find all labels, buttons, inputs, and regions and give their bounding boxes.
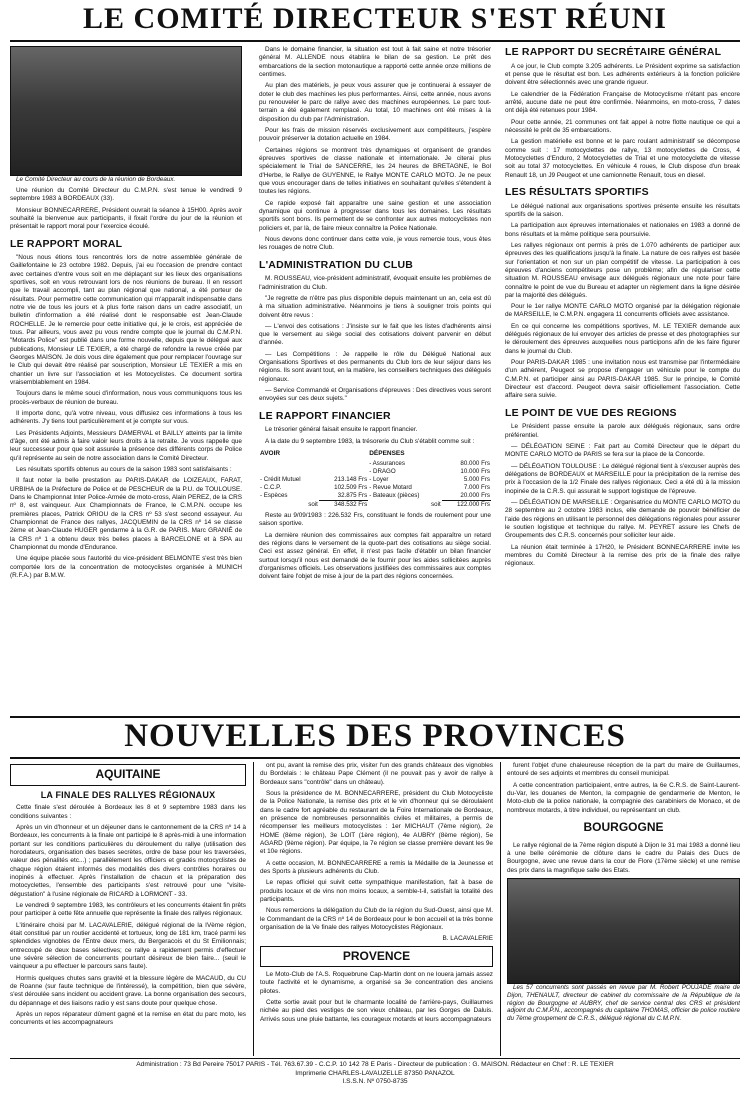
headline-bottom: NOUVELLES DES PROVINCES bbox=[124, 718, 626, 754]
paragraph: Le vendredi 9 septembre 1983, les contrôleurs et les concurrents étaient fin prêts pour participer à cette fête annuelle que représente la finale des rallyes régionaux. bbox=[10, 901, 246, 918]
meeting-photo bbox=[10, 46, 242, 176]
paragraph: La réunion était terminée à 17H20, le Président BONNECARRERE invite les membres du Comité Directeur à la remise des prix de la finale des rallye régionaux. bbox=[505, 543, 740, 568]
footer-issn-line: I.S.S.N. Nº 0750-8735 bbox=[342, 1078, 408, 1086]
sport-results-block bbox=[505, 203, 740, 401]
finance-avoir-label: - Crédit Mutuel bbox=[260, 475, 301, 483]
dijon-parade-photo bbox=[507, 878, 740, 984]
finance-depense-value: 10.000 Frs bbox=[460, 467, 490, 475]
finance-avoir-value: 213.148 Frs bbox=[334, 475, 368, 483]
region-box-bourgogne: BOURGOGNE bbox=[583, 819, 664, 834]
paragraph: Une équipe placée sous l'autorité du vice-président BELMONTE s'est très bien comportée lors de la concentration de motocyclistes organisée à MUNICH (R.F.A.) par B.M.W. bbox=[10, 555, 242, 579]
bottom-column-3 bbox=[507, 762, 740, 1056]
finance-avoir-label: - C.C.P. bbox=[260, 483, 282, 491]
financial-report-intro bbox=[259, 426, 491, 446]
paragraph: Les résultats sportifs obtenus au cours de la saison 1983 sont satisfaisants : bbox=[16, 466, 232, 474]
paragraph: Les Présidents Adjoints, Messieurs DAMERVAL et BAILLY atteints par la limite d'âge, ont été admis à faire valoir leurs droits à la retraite. Je vous rappelle que leur successeur pour que soit assurée la présence des différents corps de Police qu'il représente au sein de notre association dans le Comité Directeur. bbox=[10, 429, 242, 462]
top-column-3 bbox=[505, 46, 740, 716]
finance-soit-label: soit bbox=[431, 500, 441, 508]
finance-avoir-value: 102.509 Frs bbox=[334, 483, 368, 491]
paragraph: Reste au 9/09/1983 : 226.532 Frs, constituant le fonds de roulement pour une saison sportive. bbox=[259, 511, 491, 528]
moral-report-heading: LE RAPPORT MORAL bbox=[10, 237, 123, 250]
finance-depense-label: - Revue Motard bbox=[369, 483, 412, 491]
aquitaine-article-title: LA FINALE DES RALLYES RÉGIONAUX bbox=[40, 789, 216, 800]
paragraph: Le rallye régional de la 7ème région disputé à Dijon le 31 mai 1983 a donné lieu à une belle cérémonie de clôture dans le cadre du Palais des Ducs de Bourgogne, avec une revue dans la cour de Flore (17ème siècle) et une remise des prix dans la magnifique salle des Etats. bbox=[507, 841, 740, 874]
paragraph: Pour cette année, 21 communes ont fait appel à notre flotte nautique ce qui a nécessité le prêt de 35 embarcations. bbox=[505, 118, 740, 134]
bourgogne-article-body bbox=[507, 842, 740, 875]
finance-table bbox=[259, 449, 491, 509]
paragraph: La participation aux épreuves internationales et nationales en 1983 a donné de bons résultats et la même politique sera poursuivie. bbox=[505, 222, 740, 238]
finance-avoir-total: 348.532 Frs bbox=[319, 500, 368, 509]
paragraph: Après un repos réparateur dûment gagné et la remise en état du parc moto, les concurrents et les accompagnateurs bbox=[10, 1010, 246, 1027]
secgen-heading: LE RAPPORT DU SECRÉTAIRE GÉNÉRAL bbox=[505, 46, 722, 58]
paragraph: M. ROUSSEAU, vice-président administratif, évoquait ensuite les problèmes de l'administration du Club. bbox=[259, 275, 491, 291]
aquitaine-article-continued bbox=[260, 762, 493, 932]
paragraph: Pour le 1er rallye MONTE CARLO MOTO organisé par la délégation régionale de MARSEILLE, le C.M.P.N. engagera 11 concurrents officiels avec assistance. bbox=[505, 303, 740, 319]
paragraph: Il faut noter la belle prestation au PARIS-DAKAR de LOIZEAUX, FARAT, URBIHA de la Préfecture de Police et de PESCHEUR de la P.U. de TOULOUSE. Dans le Championnat Inter Police-Armée de moto-cross, Alain PEREZ, de la CRS nº 8, est vainqueur. Aux Championnats de France, le C.M.P.N. occupe les premières places, Patrick ORIOU de la CRS nº 53 s'est second essayeur. Au Championnat de France des rallyes, JACQUEMIN de la CRS nº 14 se classe 2ème et Jean-Claude HUGER gendarme à la G.R. de PARIS. Marc GRANIÉ de la CRS nº 1 a obtenu deux très belles places à BARCELONE et à SPA au Championnat du monde d'Endurance. bbox=[10, 477, 242, 551]
bottom-column-1 bbox=[10, 762, 246, 1056]
moral-report-block bbox=[10, 254, 242, 580]
paragraph: A cette concentration participaient, entre autres, la 6e C.R.S. de Saint-Laurent-du-Var, les douanes de Menton, la compagnie de gendarmerie de Menton, le Moto-club de la police nationale, la compagnie des carabiniers de Monaco, et de nombreux motards, à titre individuel, ou représentant un club. bbox=[507, 781, 740, 814]
top-column-2 bbox=[259, 46, 491, 716]
footer-printer-line: Imprimerie CHARLES-LAVAUZELLE 87350 PANAZOL bbox=[295, 1069, 455, 1077]
paragraph: Cette finale s'est déroulée à Bordeaux les 8 et 9 septembre 1983 dans les conditions suivantes : bbox=[10, 804, 246, 820]
paragraph: — L'envoi des cotisations : J'insiste sur le fait que les listes d'adhérents ainsi que le versement au siège social des cotisations doivent parvenir en début d'année. bbox=[259, 322, 491, 347]
secgen-block bbox=[505, 63, 740, 180]
provence-article-continued bbox=[507, 762, 740, 815]
financial-report-after bbox=[259, 512, 491, 582]
finance-avoir-header: AVOIR bbox=[260, 450, 281, 458]
paragraph: Le repas officiel qui suivit cette sympathique manifestation, fait à base de produits locaux et de vins non moins locaux, a semble-t-il, satisfait la totalité des participants. bbox=[260, 879, 493, 903]
finance-depense-label: - DRAGO bbox=[369, 467, 396, 475]
paragraph: Pour les frais de mission réservés exclusivement aux compétiteurs, j'espère pouvoir préserver la dotation actuelle en 1984. bbox=[259, 126, 491, 143]
paragraph: Le trésorier général faisait ensuite le rapport financier. bbox=[265, 426, 418, 434]
bottom-column-2 bbox=[260, 762, 493, 1056]
admin-heading: L'ADMINISTRATION DU CLUB bbox=[259, 258, 414, 271]
top-column-1 bbox=[10, 46, 242, 716]
paragraph: Les rallyes régionaux ont permis à près de 1.070 adhérents de participer aux épreuves des les qualifications jusqu'à la finale. La nature de ces rallyes est basée sur l'orientation et non sur un plan compétitif de vitesse. La participation à ces épreuves d'anciens compétiteurs pose un problème; afin de régulariser cette situation M. ROUSSEAU envisage aux délégués régionaux une note pour faire connaître le point de vue du Bureau et adapter un règlement dans la ligne désirée par la majorité des délégués. bbox=[505, 241, 740, 299]
paragraph: Ce rapide exposé fait apparaître une saine gestion et une association dynamique qui continue à progresser dans tous les domaines. Les résultats sportifs sont bons. Ils permettent de se confronter aux autres motocyclistes non policiers et, par là, de faire mieux connaître la Police Nationale. bbox=[259, 199, 491, 232]
paragraph: Cette sortie avait pour but le charmante localité de l'arrière-pays, Guillaumes nichée au pied des vestiges de son vieux château, par les Gorges de Daluis. Arrivés sous une pluie battante, les courageux motards et leurs accompagnateurs bbox=[260, 999, 493, 1023]
region-box-aquitaine: AQUITAINE bbox=[10, 764, 246, 786]
paragraph: A ce jour, le Club compte 3.205 adhérents. Le Président exprime sa satisfaction et pense que le résultat est bon. Les adhérents extérieurs à la fonction policière doivent être sélectionnés avec une grande rigueur. bbox=[505, 62, 740, 87]
paragraph: En ce qui concerne les compétitions sportives, M. LE TEXIER demande aux délégués régionaux de lui envoyer des articles de presse et des photographies sur le déroulement des épreuves auxquelles nous participons afin de les faire figurer dans le journal du Club. bbox=[505, 322, 740, 355]
paragraph: Hormis quelques chutes sans gravité et la blessure légère de MACAUD, du CU de Roanne (sur faute technique de l'intéressé), la compétition, bien que sévère, s'est déroulée sans incident ou accident grave. La bonne organisation des secours, du dépannage et des liaisons radio y est sans doute pour quelque chose. bbox=[10, 974, 246, 1007]
paragraph: Dans le domaine financier, la situation est tout à fait saine et notre trésorier général M. ALLENDE nous établira le bilan de sa gestion. Le prêt des embarcations de la section motonautique a rapporté cette année onze millions de centimes. bbox=[259, 46, 491, 78]
paragraph: Le Président passe ensuite la parole aux délégués régionaux, sans ordre préférentiel. bbox=[505, 423, 740, 439]
dijon-photo-caption: Les 57 concurrents sont passés en revue par M. Robert POUJADE maire de Dijon, THENAULT, directeur de cabinet du commissaire de la République de la région de Bourgogne et AUBRY, chef de service central des CRS et président adjoint du C.M.P.N., accompagnés du capitaine THOMAS, officier de police routière du 7ème groupement de C.R.S., délégué régional du C.M.P.N. bbox=[507, 983, 740, 1023]
regions-block bbox=[505, 423, 740, 568]
finance-depenses-total: 122.000 Frs bbox=[442, 500, 491, 509]
paragraph: L'itinéraire choisi par M. LACAVALERIE, délégué régional de la IVème région, était constitué par un routier accidenté et tortueux, long de 181 km, tracé parmi les splendides vignobles de l'Entre deux mers, du Bergeracois et du St Emilionnais; entrecoupé de deux bases sélectives; ce rallye a rapidement permis d'effectuer une sévère sélection de concurrents pourtant désireux de bien faire... (seuil le vainqueur a pu effectuer le parcours sans faute). bbox=[10, 921, 246, 971]
headline-bottom-rule bbox=[10, 757, 740, 759]
headline-top: LE COMITÉ DIRECTEUR S'EST RÉUNI bbox=[83, 2, 667, 35]
column-separator bbox=[500, 762, 501, 1056]
footer-rule bbox=[10, 1058, 740, 1059]
finance-depense-value: 20.000 Frs bbox=[460, 491, 490, 499]
paragraph: "Je regrette de n'être pas plus disponible depuis maintenant un an, cela est dû à ma situation administrative. Néanmoins je tiens à souligner trois points qui doivent être revus : bbox=[259, 294, 491, 319]
regions-heading: LE POINT DE VUE DES REGIONS bbox=[505, 406, 677, 419]
intro-block bbox=[10, 187, 242, 232]
paragraph: Toujours dans le même souci d'information, nous vous communiquons tous les procès-verbaux de réunion de bureau. bbox=[10, 390, 242, 406]
paragraph: La dernière réunion des commissaires aux comptes fait apparaître un retard des régions dans le versement de la quote-part des cotisations au siège social. Ceci est assez général. En effet, il n'est pas facile d'établir un bilan financier surtout lorsqu'il nous est demandé de le fournir pour les aides sollicitées auprès d'organismes officiels. Les observations justifiées des commissaires aux comptes doivent faire l'objet de mise à jour de la part des régions concernées. bbox=[259, 531, 491, 581]
finance-avoir-value: 32.875 Frs bbox=[337, 491, 368, 499]
finance-depense-value: 5.000 Frs bbox=[463, 475, 490, 483]
paragraph: Sous la présidence de M. BONNECARRERE, président du Club Motocycliste de la Police Nationale, la remise des prix et le vin d'honneur qui se déroulaient dans le cadre fort agréable du restaurant de la Foire Internationale de Bordeaux, en présence de nombreuses personnalités civiles et militaires, a permis de récompenser les meilleurs motocyclistes : 1er MICHAUT (7ème région), 2e HOME (8ème région), 3e LOIT (1ère région), 4e AUBRY (8ème région), 5e AGARD (9ème région). Par équipe, la 7e région se classe première devant les 9e et 10e régions. bbox=[260, 789, 493, 856]
meeting-photo-caption: Le Comité Directeur au cours de la réunion de Bordeaux. bbox=[16, 176, 176, 183]
region-box-provence: PROVENCE bbox=[260, 946, 493, 968]
paragraph: "Nous nous étions tous rencontrés lors de notre assemblée générale de Gaillefontaine le 23 octobre 1982. Depuis, j'ai eu l'occasion de prendre contact avec certaines d'entre vous soit en me déplaçant sur les lieux des organisations sportives, soit en vous retrouvant lors de nos réunions de bureau. Il en ressort que le travail accompli, tant au plan régional que national, a été porteur de résultats. Pour permettre cette communication qui m'apparaît indispensable dans notre vie de tous les jours et à plus forte raison dans un cadre associatif, un bulletin d'information a été réalisé dont le responsable est Jean-Claude ROCHELLE. Je le remercie pour cette initiative qui, je le crois, est appréciée de tous. Par ailleurs, vous avez pu vous rendre compte que le journal du C.M.P.N. "Motards Police" est publié dans une forme nouvelle, depuis que le délégué aux publications, Monsieur LE TEXIER, a été chargé de refondre la revue créée par Georges MAISON. Je dois vous dire également que pour remplacer l'ouvrage sur le Club qui devait être réalisé par souscription, Monsieur LE TEXIER a mis en chantier un livre sur l'association et les Motocyclistes. Ce document sortira vraisemblablement en 1984. bbox=[10, 254, 242, 387]
finance-depense-label: - Assurances bbox=[369, 459, 405, 467]
sport-results-heading: LES RÉSULTATS SPORTIFS bbox=[505, 185, 649, 198]
article-signature: B. LACAVALERIE bbox=[442, 935, 493, 943]
paragraph: Au plan des matériels, je peux vous assurer que je continuerai à essayer de doter le club des machines les plus performantes. Ainsi, cette année, nous avons pu renouveler le parc de rallye avec des machines européennes. Le parc tout-terrain a été également remplacé. Au total, 10 machines ont été mises à la disposition du club par l'Administration. bbox=[259, 82, 491, 123]
finance-soit-label: soit bbox=[308, 500, 318, 508]
paragraph: A cette occasion, M. BONNECARRERE a remis la Médaille de la Jeunesse et des Sports à plusieurs adhérents du Club. bbox=[260, 859, 493, 875]
paragraph: La gestion matérielle est bonne et le parc roulant administratif se décompose comme suit : 17 motocyclettes de rallye, 13 motocyclettes de Cross, 4 Motocyclettes d'Enduro, 2 Motocyclettes de Trial et une motocyclette de vitesse soit au total 37 motocyclettes. En véhicule 4 roues, le Club dispose d'un break Renault 18, un J9 Peugeot et une camionnette Renault, tous en diesel. bbox=[505, 138, 740, 179]
paragraph: Pour PARIS-DAKAR 1985 : une invitation nous est transmise par l'intermédiaire d'un adhérent, Peugeot se propose d'engager un véhicule pour le compte du C.M.P.N. et participer ainsi au PARIS-DAKAR 1985. Sur le principe, le Comité Directeur est d'accord. Peugeot devra saisir officiellement l'association. Cette affaire sera suivie. bbox=[505, 359, 740, 400]
paragraph: — DÉLÉGATION DE MARSEILLE : Organisatrice du MONTE CARLO MOTO du 28 septembre au 2 octobre 1983 inclus, elle demande de pouvoir bénéficier de l'aide des régions en utilisant le personnel des délégations régionales pour assurer le soutien logistique et technique du rallye. M. PEYRET assure les Chefs de Groupements des C.R.S. concernés pour solliciter leur aide. bbox=[505, 499, 740, 540]
paragraph: Après un vin d'honneur et un déjeuner dans le cantonnement de la CRS nº 14 à Bordeaux, les concurrents à la finale ont participé le 8 après-midi à une information portant sur les conditions particulières du déroulement du rallye (utilisation des horodateurs, organisation des bases secrètes, ordre de base pour les traversées, valeur des pénalités etc...) ; parallèlement les officiers et gradés motocyclistes de chaque région étaient informés des modalités des divers contrôles horaires ou inopinés à effectuer. Après l'installation de chacun et la préparation des motocyclettes, l'ensemble des participants s'est retrouvé pour une "visite-dégustation" à l'usine régionale de RICARD à LORMONT - 33. bbox=[10, 823, 246, 898]
provence-article-body bbox=[260, 971, 493, 1024]
finance-depense-label: - Loyer bbox=[369, 475, 389, 483]
footer bbox=[0, 1061, 750, 1087]
paragraph: furent l'objet d'une chaleureuse réception de la part du maire de Guillaumes, entouré de ses adjoints et membres du conseil municipal. bbox=[507, 762, 740, 778]
finance-depense-value: 7.000 Frs bbox=[463, 483, 490, 491]
headline-top-rule bbox=[10, 40, 740, 42]
footer-admin-line: Administration : 73 Bd Pereire 75017 PARIS - Tél. 763.67.39 - C.C.P. 10 142 78 E Paris - Directeur de publication : G. MAISON. Rédacteur en Chef : R. LE TEXIER bbox=[136, 1061, 614, 1068]
paragraph: ont pu, avant la remise des prix, visiter l'un des grands châteaux des vignobles du Bordelais : le château Pape Clément (il ne pouvait pas y avoir de rallye à Bordeaux sans "contrôle" dans un château). bbox=[260, 762, 493, 786]
paragraph: — DÉLÉGATION TOULOUSE : Le délégué régional tient à s'excuser auprès des délégations de BORDEAUX et MARSEILLE pour la précipitation de la remise des prix à l'occasion de la 1/2 Finale des rallyes régionaux. Ceci a été dû à la mission inopinée de la C.R.S. qui assurait le support logistique de l'épreuve. bbox=[505, 462, 740, 495]
finance-depenses-header: DÉPENSES bbox=[369, 450, 405, 458]
aquitaine-article-body bbox=[10, 804, 246, 1027]
finance-depense-label: - Bateaux (pièces) bbox=[369, 492, 420, 500]
paragraph: — Service Commandé et Organisations d'épreuves : Des directives vous seront envoyées sur ces deux sujets." bbox=[259, 387, 491, 403]
paragraph: A la date du 9 septembre 1983, la trésorerie du Club s'établit comme suit : bbox=[265, 437, 475, 445]
column-separator bbox=[253, 762, 254, 1056]
paragraph: Monsieur BONNECARRERE, Président ouvrait la séance à 15H00. Après avoir souhaité la bienvenue aux participants, il fixait l'ordre du jour de la réunion et présentait le rapport moral pour l'exercice écoulé. bbox=[10, 206, 242, 231]
finance-depense-value: 80.000 Frs bbox=[460, 459, 490, 467]
financial-report-heading: LE RAPPORT FINANCIER bbox=[259, 409, 391, 422]
paragraph: — Les Compétitions : Je rappelle le rôle du Délégué National aux Organisations Sportives et des permanents du Club lors de leur séjour dans les régions. Ils sont avant tout, en la matière, les conseillers techniques des délégués régionaux. bbox=[259, 350, 491, 383]
paragraph: Le calendrier de la Fédération Française de Motocyclisme n'étant pas encore arrêté, aucune date ne peut être confirmée. Néanmoins, en moto-cross, 7 dates ont déjà été retenues pour 1984. bbox=[505, 90, 740, 115]
paragraph: Le Moto-Club de l'A.S. Roquebrune Cap-Martin dont on ne louera jamais assez toute l'activité et le dynamisme, a organisé sa 3e concentration des anciens pilotes. bbox=[260, 971, 493, 995]
paragraph: Certaines régions se montrent très dynamiques et organisent de grandes épreuves sportives de classe nationale et internationale. Je citerai plus spécialement le Trial de SANCERRE, les 24 heures de BRETAGNE, le Bol d'Herbe, le Rallye de GUYENNE, le Rallye MONTE CARLO MOTO. Je ne peux que vous encourager dans de telles initiatives en souhaitant qu'elles s'étendent à toutes les régions. bbox=[259, 146, 491, 196]
paragraph: Il importe donc, qu'à votre niveau, vous diffusiez ces informations à tous les adhérents. J'y tiens tout particulièrement et je compte sur vous. bbox=[10, 410, 242, 426]
paragraph: Nous devons donc continuer dans cette voie, je vous remercie tous, vous êtes les rouages de notre Club. bbox=[259, 235, 491, 252]
paragraph: — DÉLÉGATION SEINE : Fait part au Comité Directeur que le départ du MONTE CARLO MOTO de PARIS se fera sur la place de la Concorde. bbox=[505, 443, 740, 459]
paragraph: Une réunion du Comité Directeur du C.M.P.N. s'est tenue le vendredi 9 septembre 1983 à BORDEAUX (33). bbox=[10, 186, 242, 203]
financial-intro-block bbox=[259, 46, 491, 253]
admin-block bbox=[259, 275, 491, 404]
finance-avoir-label: - Espèces bbox=[260, 492, 288, 500]
paragraph: Le délégué national aux organisations sportives présente ensuite les résultats sportifs de la saison. bbox=[505, 202, 740, 218]
paragraph: Nous remercions la délégation du Club de la région du Sud-Ouest, ainsi que M. le Commandant de la CRS nº 14 de Bordeaux pour le bon accueil et la très bonne organisation de la Ve finale des rallyes Motocyclistes Régionaux. bbox=[260, 907, 493, 931]
